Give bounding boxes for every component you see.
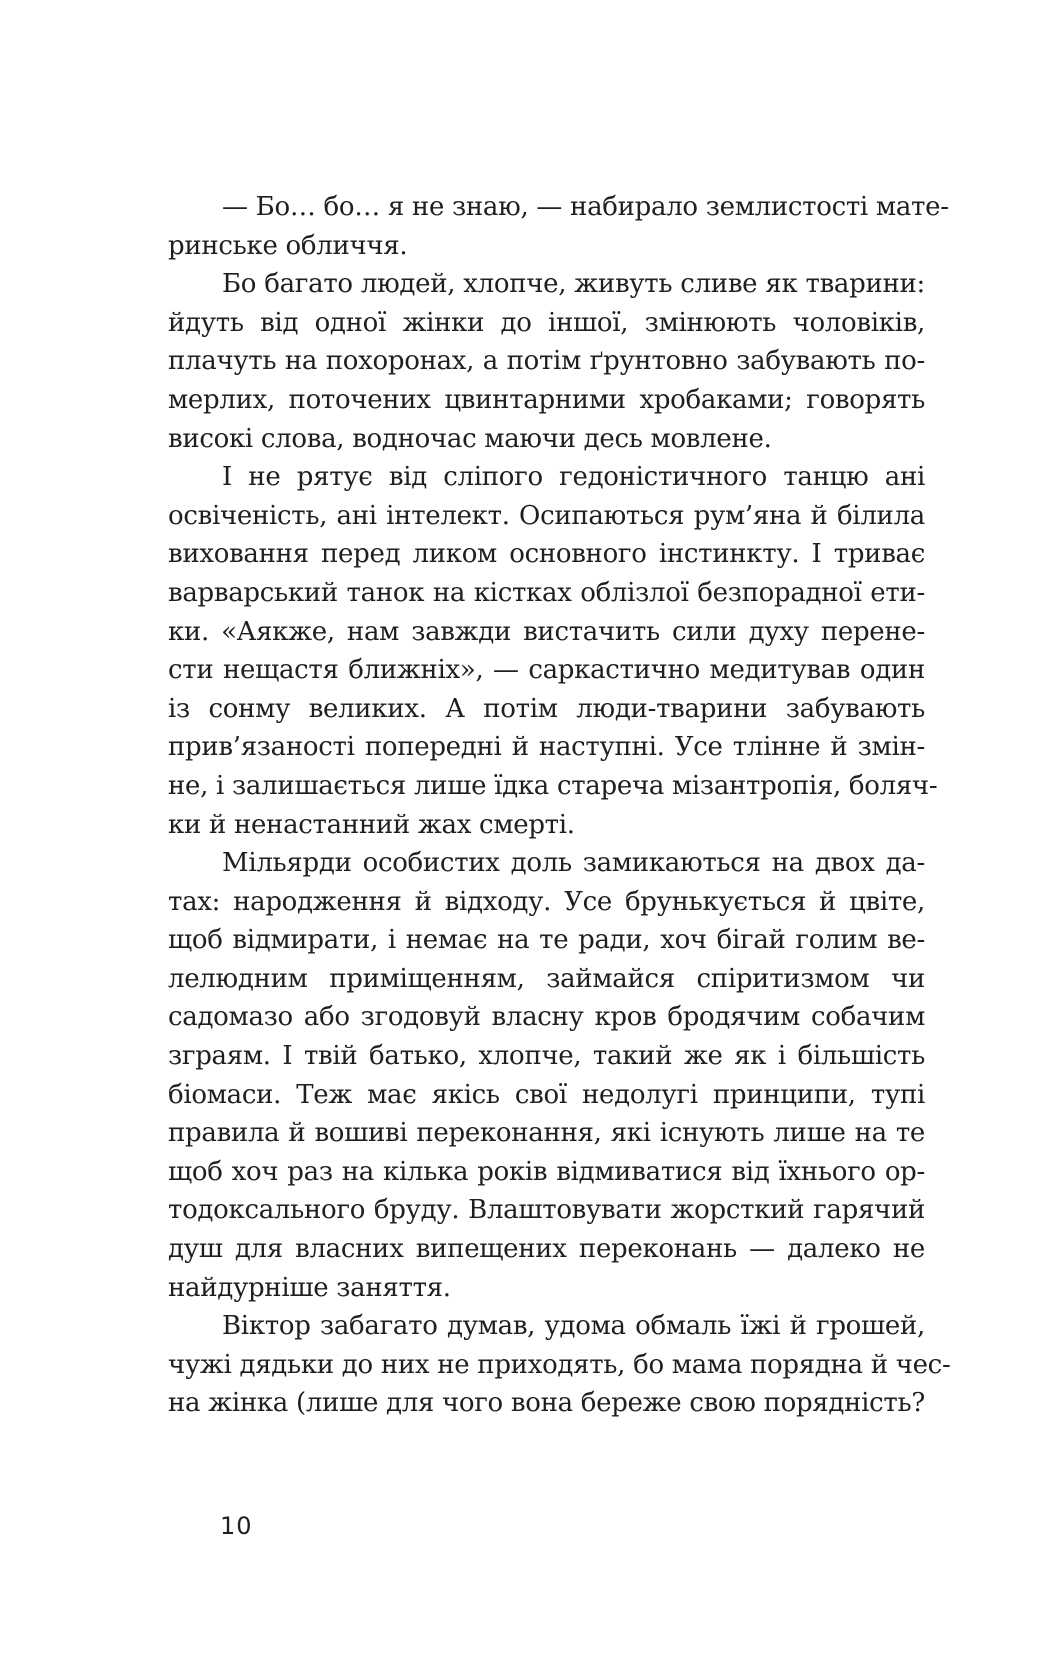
text-line: Віктор забагато думав, удома обмаль їжі й грошей, bbox=[222, 1311, 925, 1342]
text-line: тах: народження й відходу. Усе брунькується й цвіте, bbox=[168, 886, 925, 917]
page-number: 10 bbox=[220, 1512, 253, 1540]
text-line: лелюдним приміщенням, займайся спіритизмом чи bbox=[168, 963, 925, 994]
text-line: виховання перед ликом основного інстинкту. І триває bbox=[168, 539, 925, 570]
text-line: варварський танок на кістках облізлої безпорадної ети- bbox=[168, 577, 925, 608]
text-line: не, і залишається лише їдка стареча мізантропія, боляч- bbox=[168, 770, 938, 801]
text-line: найдурніше заняття. bbox=[168, 1272, 451, 1303]
text-line: освіченість, ані інтелект. Осипаються рум’яна й білила bbox=[168, 500, 925, 531]
text-line: прив’язаності попередні й наступні. Усе тлінне й змін- bbox=[168, 732, 925, 763]
text-line: ки й ненастанний жах смерті. bbox=[168, 809, 575, 840]
text-line: садомазо або згодовуй власну кров бродячим собачим bbox=[168, 1002, 925, 1033]
text-line: Мільярди особистих доль замикаються на двох да- bbox=[222, 848, 925, 879]
paragraph bbox=[168, 265, 925, 458]
text-line: щоб хоч раз на кілька років відмиватися від їхнього ор- bbox=[168, 1156, 925, 1187]
text-line: йдуть від одної жінки до іншої, змінюють чоловіків, bbox=[168, 307, 925, 338]
text-line: біомаси. Теж має якісь свої недолугі принципи, тупі bbox=[168, 1079, 925, 1110]
text-line: душ для власних випещених переконань — далеко не bbox=[168, 1234, 925, 1265]
body-text bbox=[168, 188, 951, 1423]
text-line: Бо багато людей, хлопче, живуть сливе як тварини: bbox=[222, 269, 925, 300]
text-line: ки. «Аякже, нам завжди вистачить сили духу перене- bbox=[168, 616, 925, 647]
text-line: високі слова, водночас маючи десь мовлене. bbox=[168, 423, 772, 454]
text-line: чужі дядьки до них не приходять, бо мама порядна й чес- bbox=[168, 1349, 951, 1380]
paragraph bbox=[168, 458, 938, 844]
text-line: плачуть на похоронах, а потім ґрунтовно забувають по- bbox=[168, 346, 925, 377]
paragraph bbox=[168, 188, 949, 265]
text-line: правила й вошиві переконання, які існують лише на те bbox=[168, 1118, 925, 1149]
text-line: І не рятує від сліпого гедоністичного танцю ані bbox=[222, 462, 925, 493]
text-line: на жінка (лише для чого вона береже свою порядність? bbox=[168, 1388, 925, 1419]
text-line: мерлих, поточених цвинтарними хробаками; говорять bbox=[168, 384, 925, 415]
text-line: — Бо… бо… я не знаю, — набирало землистості мате- bbox=[222, 192, 949, 222]
text-line: ринське обличчя. bbox=[168, 230, 408, 261]
text-line: сти нещастя ближніх», — саркастично медитував один bbox=[168, 655, 925, 686]
paragraph bbox=[168, 844, 925, 1307]
text-line: тодоксального бруду. Влаштовувати жорсткий гарячий bbox=[168, 1195, 925, 1226]
paragraph bbox=[168, 1307, 951, 1423]
text-line: зграям. І твій батько, хлопче, такий же як і більшість bbox=[168, 1041, 925, 1072]
text-line: щоб відмирати, і немає на те ради, хоч бігай голим ве- bbox=[168, 925, 925, 956]
text-line: із сонму великих. А потім люди-тварини забувають bbox=[168, 693, 925, 724]
